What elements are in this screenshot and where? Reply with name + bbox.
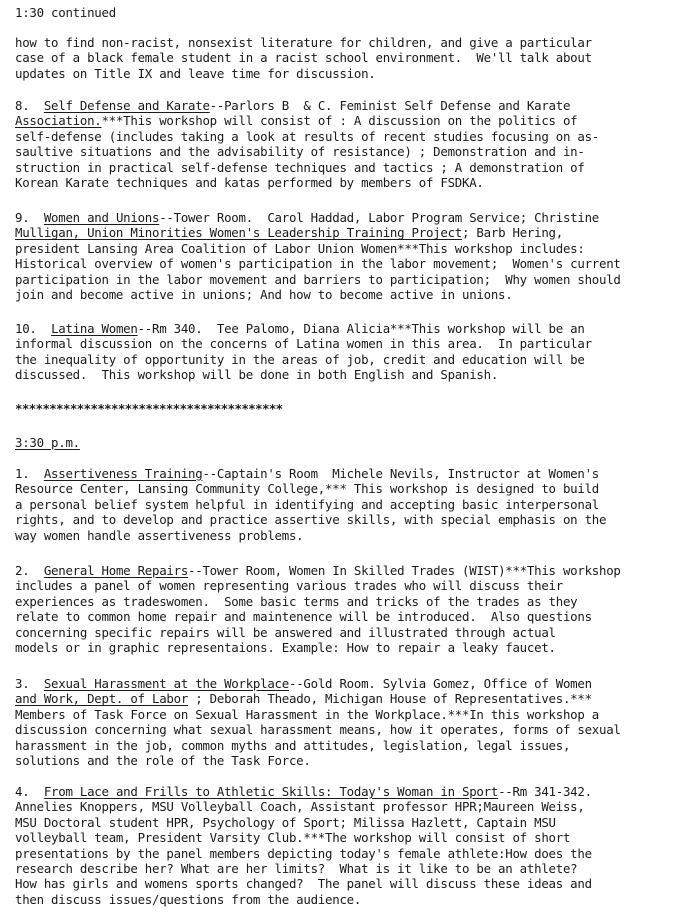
workshop-8-line-2 xyxy=(15,113,697,128)
paragraph-line: MSU Doctoral student HPR, Psychology of Sport; Milissa Hazlett, Captain MSU xyxy=(15,814,556,830)
paragraph-line: way women handle assertiveness problems. xyxy=(15,527,304,543)
workshop-number: 9. xyxy=(15,210,30,225)
workshop-10-line-1 xyxy=(15,321,697,336)
paragraph-line: a personal belief system helpful in identifying and accepting basic interpersonal xyxy=(15,496,599,512)
workshop-title: Self Defense and Karate xyxy=(43,98,210,113)
session-2-line-1 xyxy=(15,563,697,578)
paragraph-line: models or in graphic representaions. Example: How to repair a leaky faucet. xyxy=(15,640,556,656)
paragraph-line: saultive situations and the advisability of resistance) ; Demonstration and in- xyxy=(15,144,585,160)
paragraph-line: research describe her? What are her limits? What is it like to be an athlete? xyxy=(15,861,578,877)
paragraph-line: self-defense (includes taking a look at results of recent studies focusing on as- xyxy=(15,128,599,144)
session-4-line-1 xyxy=(15,784,697,799)
workshop-title: From Lace and Frills to Athletic Skills: Today's Woman in Sport xyxy=(43,784,499,799)
paragraph-line: Annelies Knoppers, MSU Volleyball Coach, Assistant professor HPR;Maureen Weiss, xyxy=(15,799,585,815)
continued-heading: 1:30 continued xyxy=(15,5,116,20)
paragraph-line: informal discussion on the concerns of Latina women in this area. In particular xyxy=(15,336,592,352)
workshop-title: Women and Unions xyxy=(43,210,160,225)
paragraph-line: How has girls and womens sports changed? The panel will discuss these ideas and xyxy=(15,876,592,892)
workshop-title: Assertiveness Training xyxy=(43,466,203,481)
workshop-location: --Captain's Room Michele Nevils, Instructor at Women's xyxy=(202,466,600,481)
workshop-9 xyxy=(15,210,697,302)
paragraph-line: how to find non-racist, nonsexist literature for children, and give a particular xyxy=(15,35,592,50)
workshop-number: 8. xyxy=(15,98,30,113)
workshop-title-continued: Mulligan, Union Minorities Women's Leadership Training Project xyxy=(15,225,463,241)
paragraph-line: join and become active in unions; And how to become active in unions. xyxy=(15,287,513,303)
paragraph-line: harassment in the job, common myths and attitudes, legislation, legal issues, xyxy=(15,737,571,753)
paragraph-line: struction in practical self-defense techniques and tactics ; A demonstration of xyxy=(15,159,585,175)
paragraph-line: Korean Karate techniques and katas performed by members of FSDKA. xyxy=(15,175,484,191)
workshop-number: 10. xyxy=(15,321,37,336)
paragraph-line: includes a panel of women representing various trades who will discuss their xyxy=(15,578,563,594)
workshop-affiliation: and Work, Dept. of Labor xyxy=(15,691,189,707)
paragraph-line: Resource Center, Lansing Community College,*** This workshop is designed to build xyxy=(15,481,599,497)
workshop-title: Sexual Harassment at the Workplace xyxy=(43,676,289,691)
paragraph-text: ; Barb Hering, xyxy=(462,225,563,241)
workshop-title-continued: Association. xyxy=(15,113,102,129)
workshop-10 xyxy=(15,321,697,383)
workshop-title: General Home Repairs xyxy=(43,563,189,578)
paragraph-text: ***This workshop will consist of : A discussion on the politics of xyxy=(101,113,578,129)
page-header xyxy=(15,5,697,20)
workshop-number: 1. xyxy=(15,466,30,481)
paragraph-line: rights, and to develop and practice assertive skills, with special emphasis on the xyxy=(15,512,607,528)
workshop-8-line-1 xyxy=(15,98,697,113)
session-workshop-3 xyxy=(15,676,697,768)
paragraph-line: concerning specific repairs will be answered and illustrated through actual xyxy=(15,624,556,640)
paragraph-line: then discuss issues/questions from the audience. xyxy=(15,891,362,907)
paragraph-line: the inequality of opportunity in the areas of job, credit and education will be xyxy=(15,351,585,367)
workshop-9-line-2 xyxy=(15,225,697,240)
paragraph-line: discussion concerning what sexual harassment means, how it operates, forms of sexual xyxy=(15,722,621,738)
paragraph-line: solutions and the role of the Task Force. xyxy=(15,753,311,769)
session-workshop-2 xyxy=(15,563,697,655)
paragraph-line: updates on Title IX and leave time for discussion. xyxy=(15,65,376,81)
workshop-9-line-1 xyxy=(15,210,697,225)
workshop-location: --Gold Room. Sylvia Gomez, Office of Women xyxy=(288,676,592,691)
paragraph-line: experiences as tradeswomen. Some basic terms and tricks of the trades as they xyxy=(15,593,578,609)
paragraph-line: Historical overview of women's participation in the labor movement; Women's current xyxy=(15,256,621,272)
workshop-number: 3. xyxy=(15,676,30,691)
workshop-number: 4. xyxy=(15,784,30,799)
asterisk-divider: *************************************** xyxy=(15,401,283,416)
paragraph-line: participation in the labor movement and barriers to participation; Why women should xyxy=(15,271,621,287)
section-separator xyxy=(15,401,697,416)
workshop-8 xyxy=(15,98,697,190)
workshop-location: --Rm 340. Tee Palomo, Diana Alicia***This workshop will be an xyxy=(137,321,585,336)
paragraph-line: Members of Task Force on Sexual Harassment in the Workplace.***In this workshop a xyxy=(15,706,599,722)
paragraph-text: ; Deborah Theado, Michigan House of Representatives.*** xyxy=(188,691,592,707)
workshop-location: --Rm 341-342. xyxy=(498,784,592,799)
workshop-title: Latina Women xyxy=(51,321,138,336)
session-3-line-1 xyxy=(15,676,697,691)
session-workshop-4 xyxy=(15,784,697,907)
paragraph-line: case of a black female student in a racist school environment. We'll talk about xyxy=(15,50,592,66)
paragraph-line: volleyball team, President Varsity Club.***The workshop will consist of short xyxy=(15,830,571,846)
paragraph-line: relate to common home repair and maintenence will be introduced. Also questions xyxy=(15,609,592,625)
workshop-location: --Tower Room. Carol Haddad, Labor Program Service; Christine xyxy=(159,210,600,225)
session-1-line-1 xyxy=(15,466,697,481)
workshop-number: 2. xyxy=(15,563,30,578)
paragraph-line: presentations by the panel members depicting today's female athlete:How does the xyxy=(15,845,592,861)
session-time: 3:30 p.m. xyxy=(15,435,80,450)
paragraph-line: president Lansing Area Coalition of Labor Union Women***This workshop includes: xyxy=(15,240,585,256)
intro-paragraph xyxy=(15,35,697,81)
workshop-location: --Tower Room, Women In Skilled Trades (WIST)***This workshop xyxy=(188,563,621,578)
session-3-line-2 xyxy=(15,691,697,706)
workshop-location: --Parlors B & C. Feminist Self Defense and Karate xyxy=(209,98,571,113)
paragraph-line: discussed. This workshop will be done in both English and Spanish. xyxy=(15,367,499,383)
time-heading xyxy=(15,435,697,450)
session-workshop-1 xyxy=(15,466,697,543)
